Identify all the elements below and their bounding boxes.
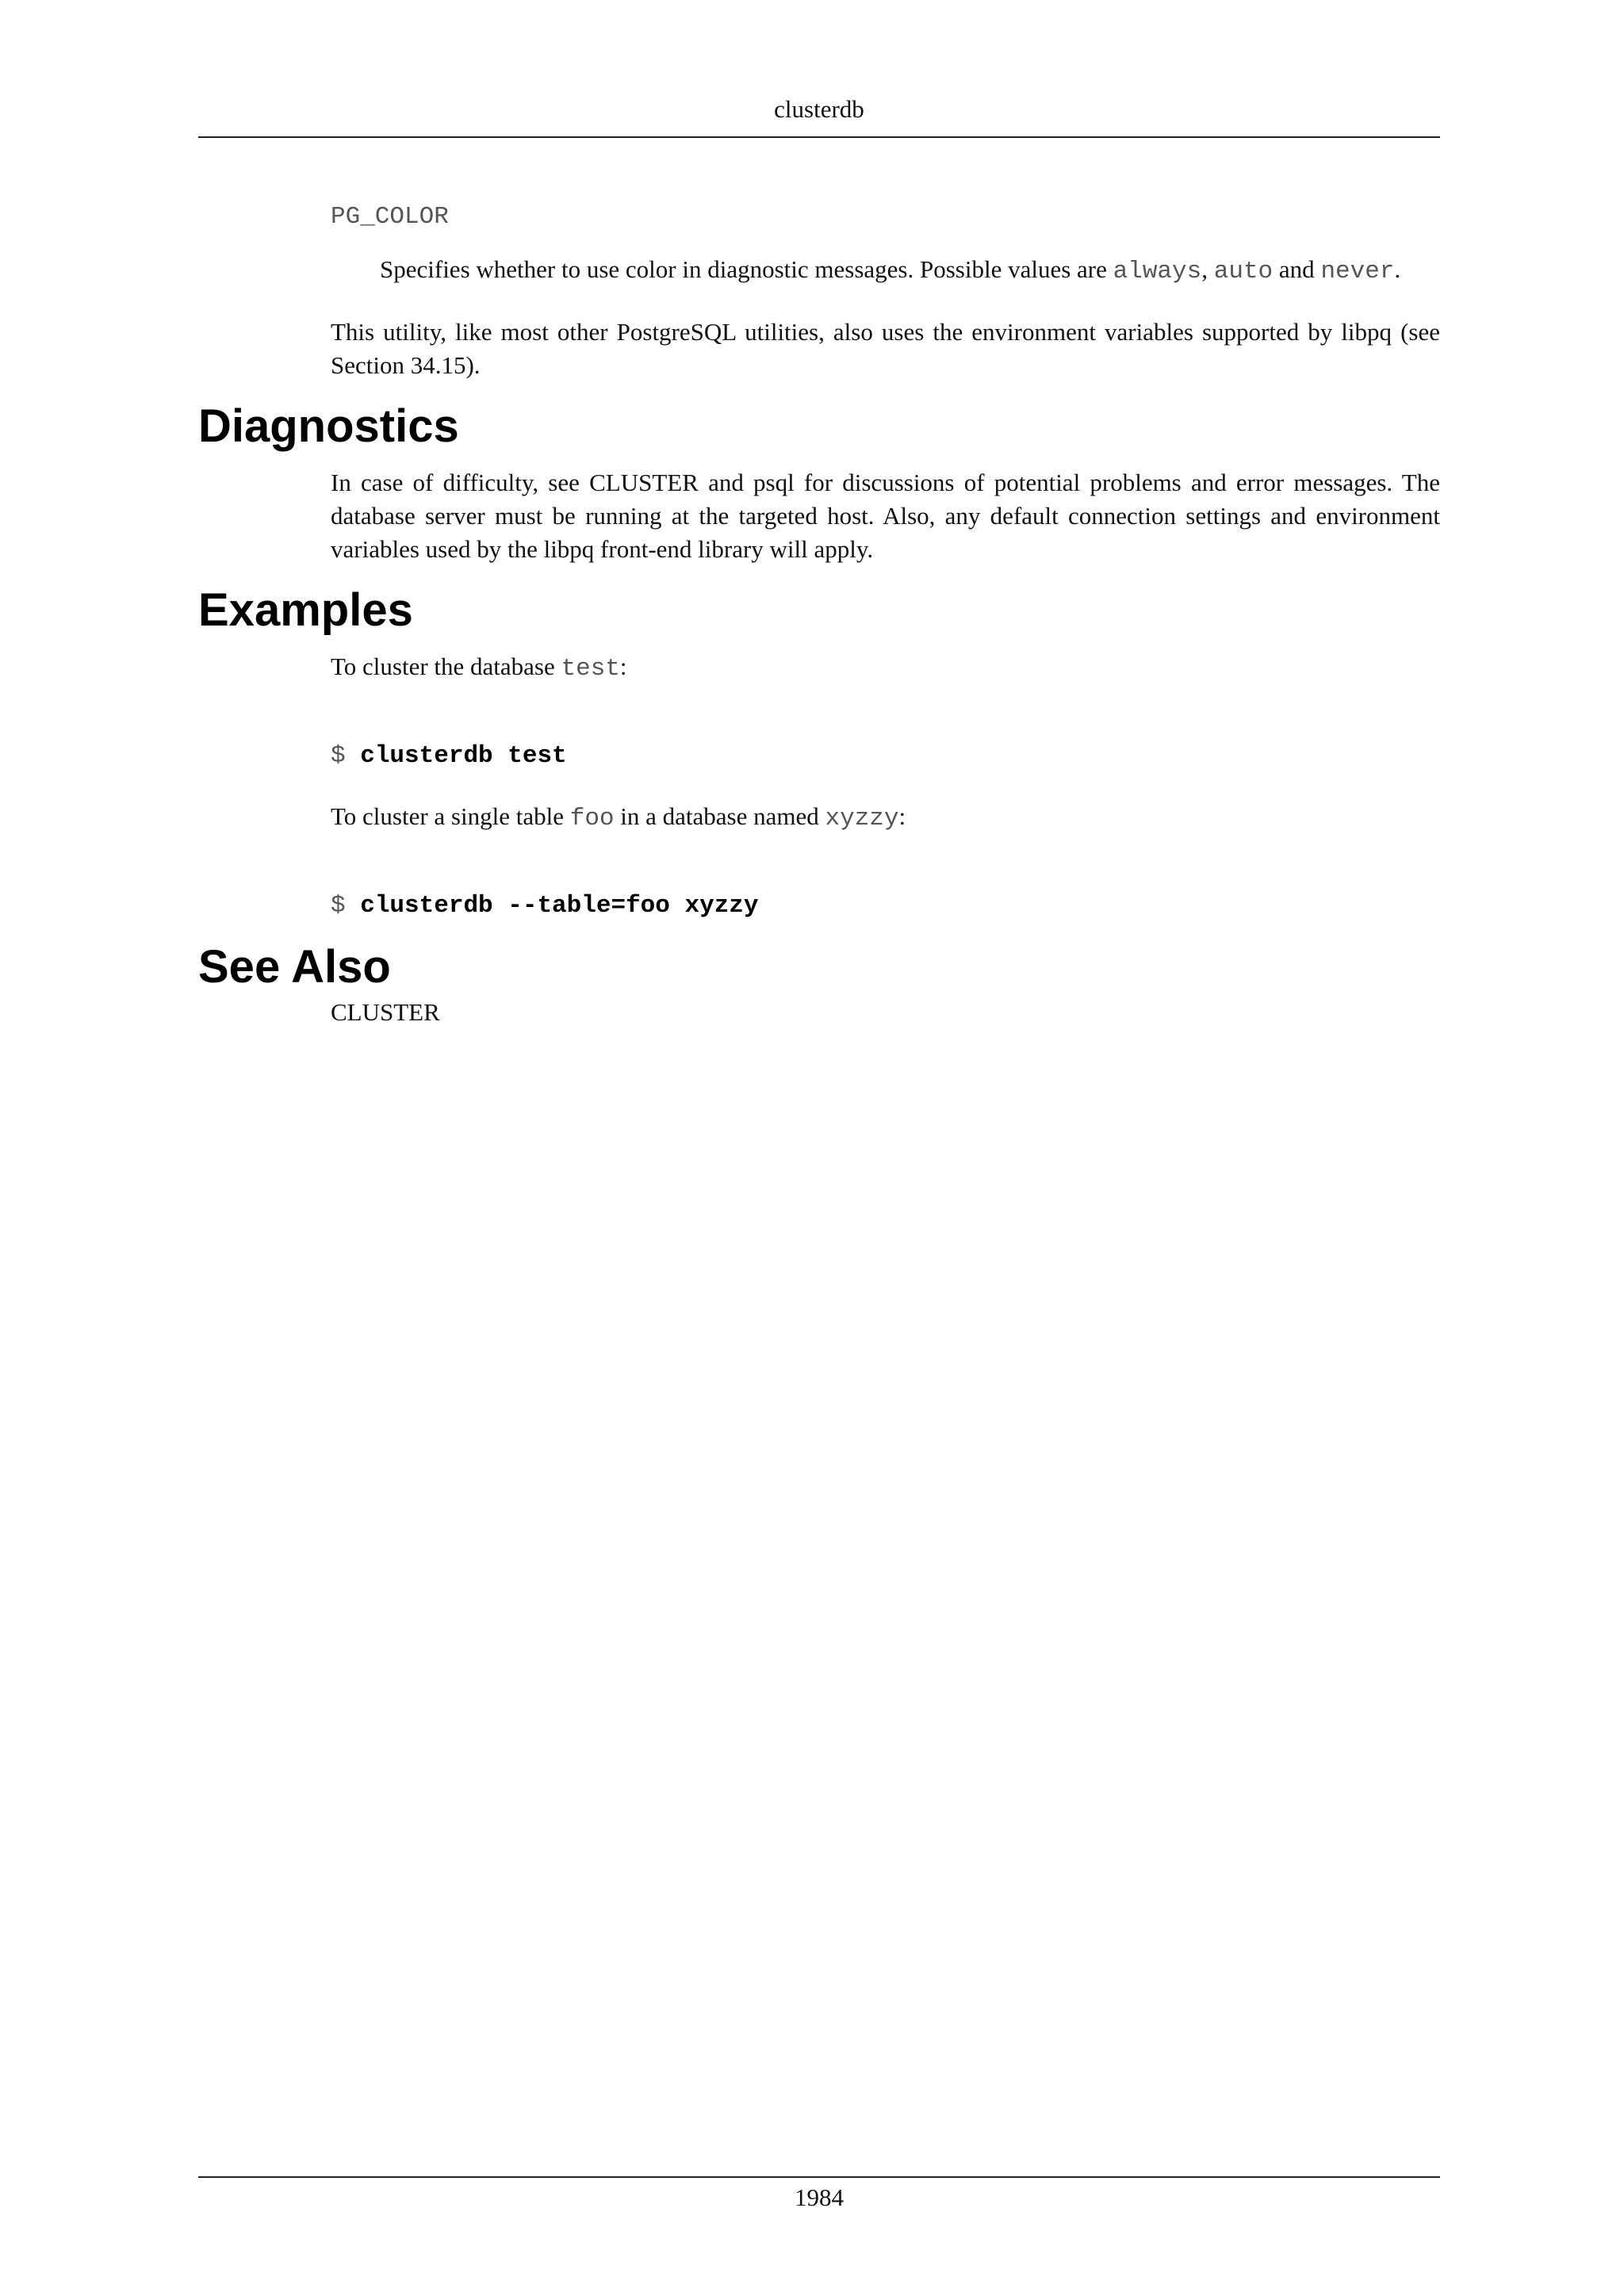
diagnostics-heading: Diagnostics	[198, 400, 459, 452]
shell-prompt: $	[331, 742, 361, 770]
database-name-code: xyzzy	[825, 805, 899, 832]
page-content	[198, 190, 1440, 1029]
examples-heading: Examples	[198, 584, 413, 636]
value-never: never	[1320, 258, 1395, 285]
command-text: clusterdb --table=foo xyzzy	[360, 892, 759, 920]
database-name-code: test	[561, 655, 620, 683]
examples-section	[198, 650, 1440, 923]
page-number: 1984	[795, 2183, 844, 2211]
example1-description: To cluster the database test:	[331, 652, 627, 683]
example2-command	[331, 890, 1440, 923]
value-always: always	[1113, 258, 1202, 285]
env-var-name: PG_COLOR	[331, 203, 449, 231]
value-auto: auto	[1213, 258, 1274, 285]
diagnostics-section	[198, 466, 1440, 566]
example2-description: To cluster a single table foo in a database named xyzzy:	[331, 802, 906, 832]
command-text: clusterdb test	[360, 742, 567, 770]
see-also-link[interactable]: CLUSTER	[331, 998, 440, 1026]
example1-command	[331, 740, 1440, 773]
shell-prompt: $	[331, 892, 361, 920]
footer-rule	[198, 2176, 1440, 2178]
running-header: clusterdb	[774, 95, 864, 123]
see-also-heading: See Also	[198, 941, 391, 993]
env-var-term	[331, 198, 1440, 234]
table-name-code: foo	[569, 805, 615, 832]
env-var-definition: Specifies whether to use color in diagnostic messages. Possible values are always, auto and never.	[380, 255, 1401, 285]
diagnostics-text: In case of difficulty, see CLUSTER and psql for discussions of potential problems and error messages. The database server must be running at the targeted host. Also, any default connection settings and environment variables used by the libpq front-end library will apply.	[331, 469, 1440, 563]
header-rule	[198, 136, 1440, 138]
environment-note: This utility, like most other PostgreSQL utilities, also uses the environment variables supported by libpq (see Section 34.15).	[331, 318, 1440, 379]
